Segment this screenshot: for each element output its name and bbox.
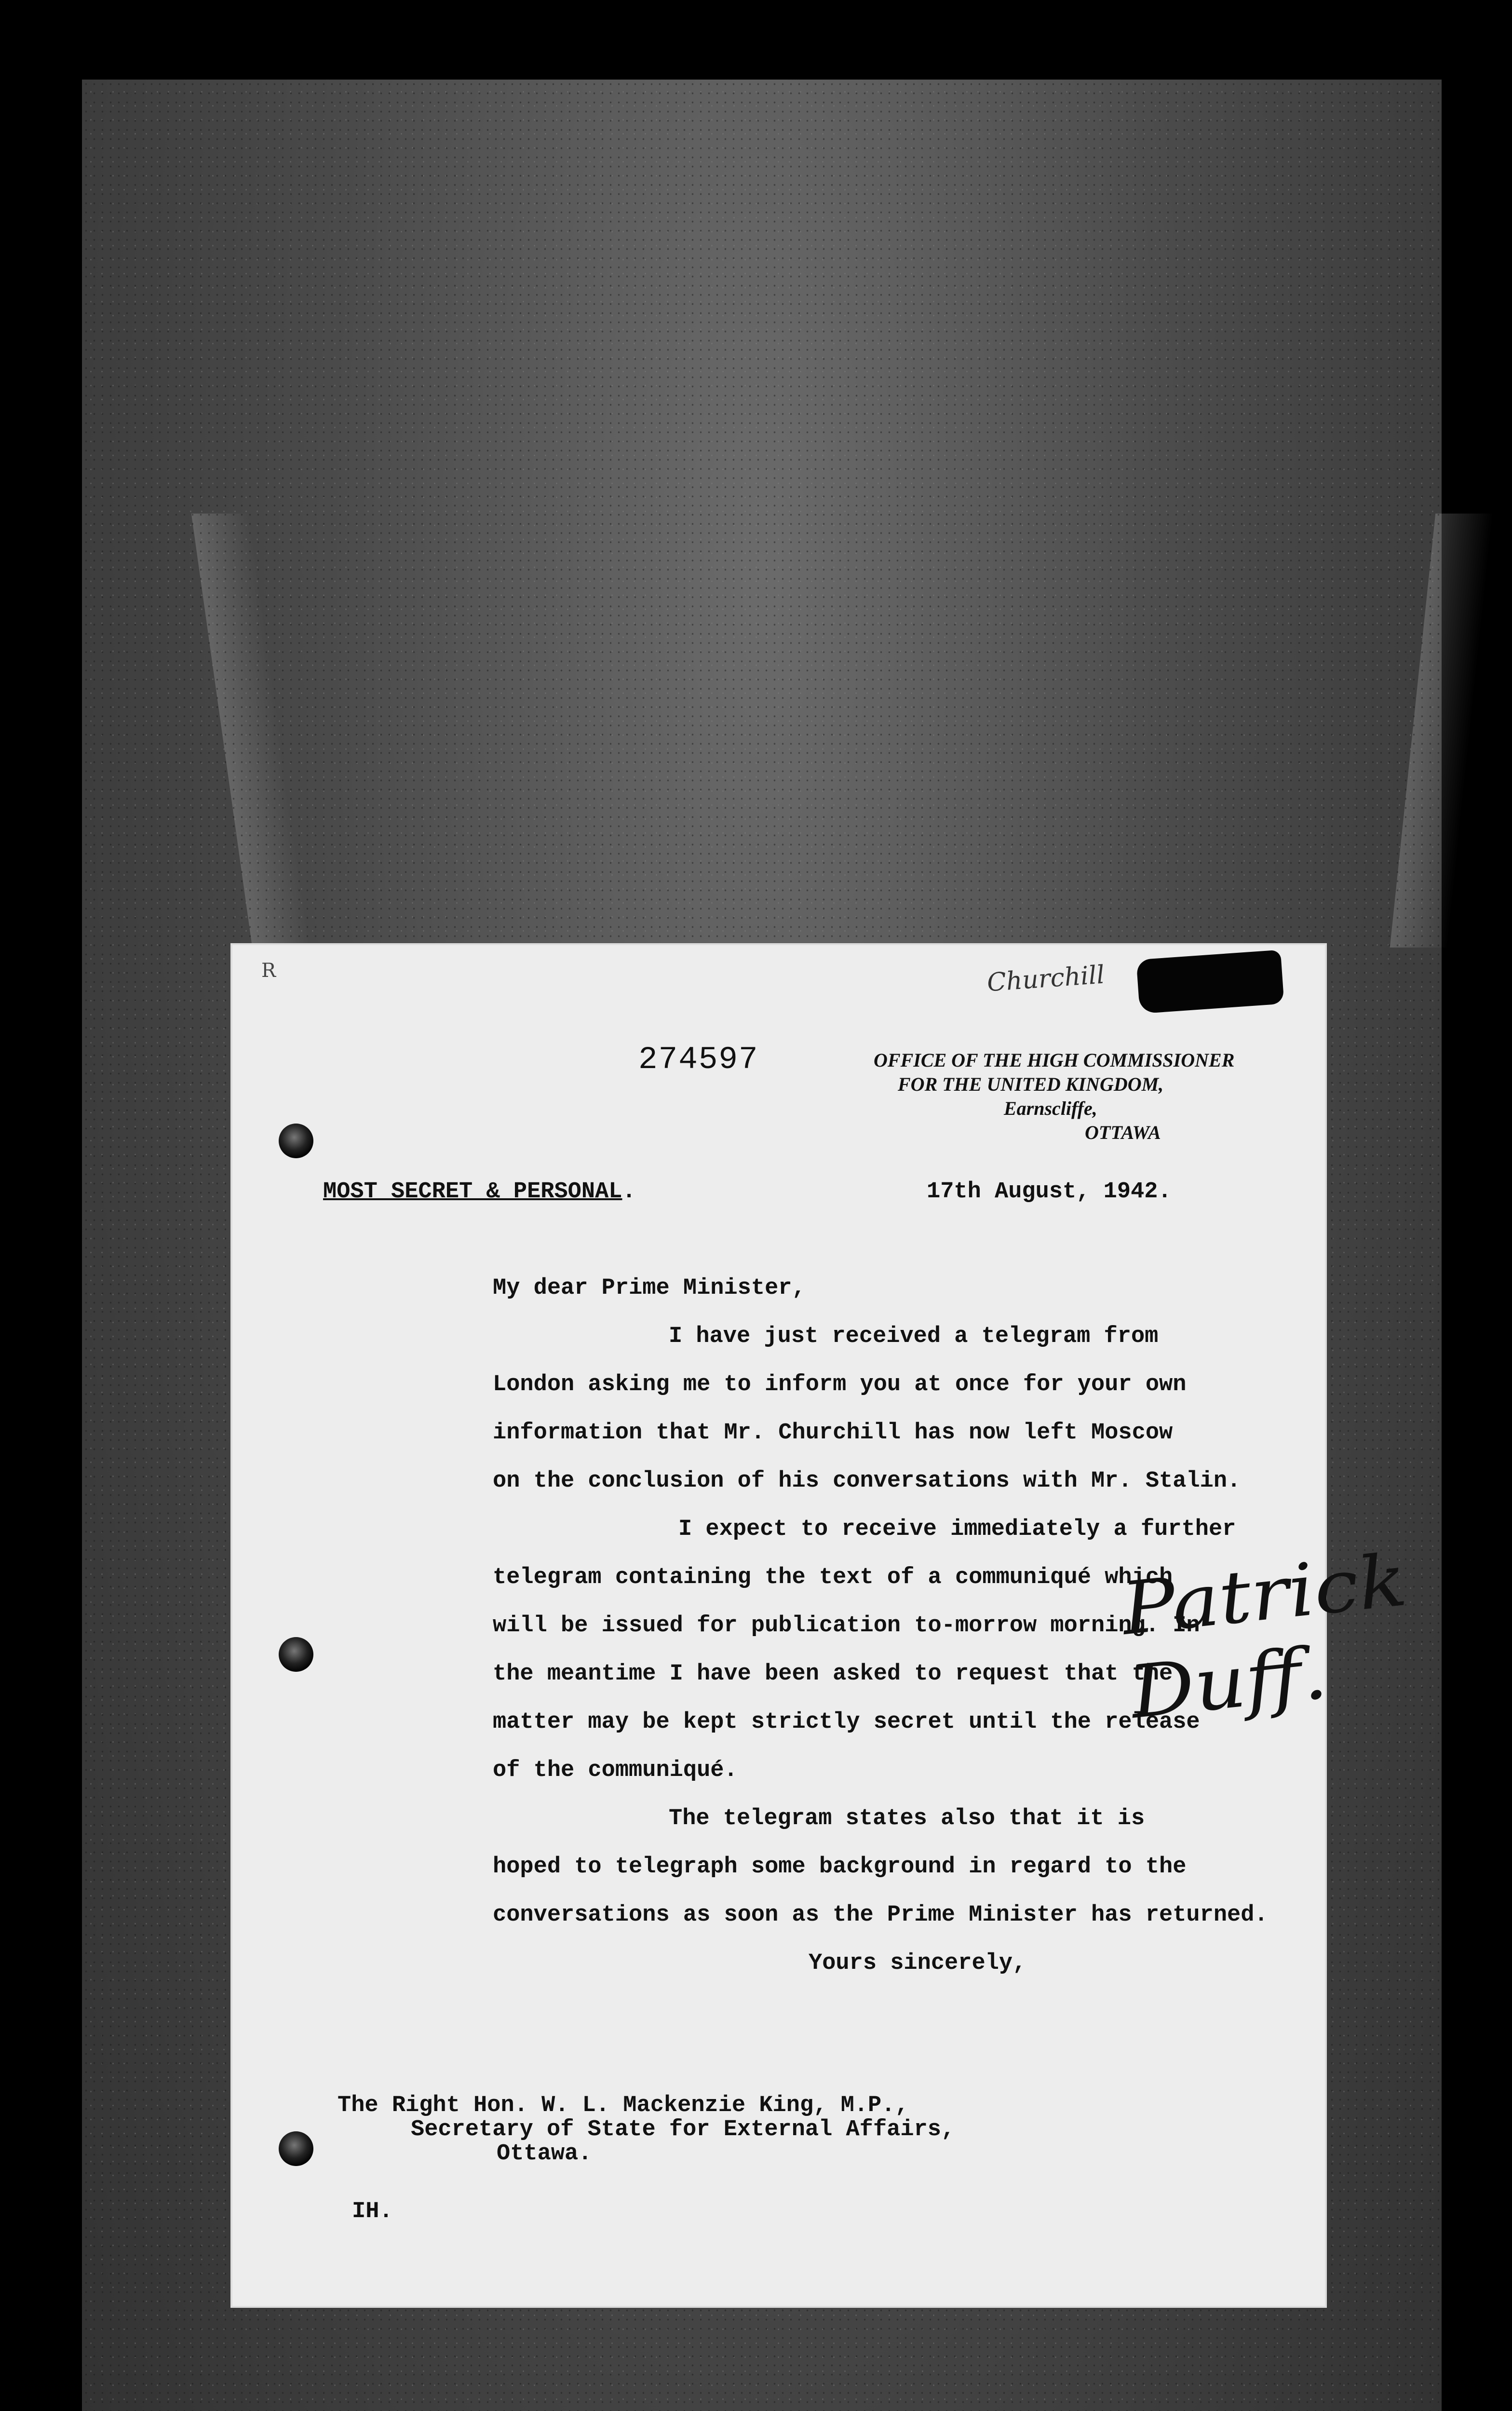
addressee-line-1: The Right Hon. W. L. Mackenzie King, M.P., xyxy=(338,2093,909,2118)
addressee-line-3: Ottawa. xyxy=(497,2141,592,2167)
film-edge-right xyxy=(1390,514,1494,948)
office-line-3: Earnscliffe, xyxy=(1004,1097,1097,1119)
punch-hole-bottom xyxy=(279,2131,313,2166)
film-edge-left xyxy=(191,514,310,948)
body-line-8: the meantime I have been asked to request that the xyxy=(493,1661,1173,1687)
punch-hole-middle xyxy=(279,1637,313,1672)
office-line-2: FOR THE UNITED KINGDOM, xyxy=(898,1073,1164,1095)
closing: Yours sincerely, xyxy=(809,1950,1026,1976)
body-line-11: The telegram states also that it is xyxy=(669,1806,1145,1831)
handwritten-note: Churchill xyxy=(986,960,1106,998)
body-line-3: information that Mr. Churchill has now left Moscow xyxy=(493,1420,1173,1446)
redaction-block xyxy=(1136,950,1284,1014)
office-line-4: OTTAWA xyxy=(1085,1122,1161,1143)
typist-initials: IH. xyxy=(352,2199,393,2224)
body-line-6: telegram containing the text of a communiqué which xyxy=(493,1565,1173,1590)
salutation: My dear Prime Minister, xyxy=(493,1275,806,1301)
letter-page: R Churchill 274597 OFFICE OF THE HIGH COMMISSIONER FOR THE UNITED KINGDOM, Earnscliffe, OTTAWA MOST SECRET & PERSONAL. 17th August, 1942. My dear Prime Minister, I have just received a telegram from London asking me to inform you at once for your own information that Mr. Churchill has now left Moscow on the conclusion of his conversations with Mr. Stalin. I expect to receive immediately a further telegram containing the text of a communiqué which will be issued for publication to-morrow morning. In the meantime I have been asked to request that the matter may be kept strictly secret until the release of the communiqué. The telegram states also that it is hoped to telegraph some background in regard to the conversations as soon as the Prime Minister has returned. Yours sincerely, Patrick Duff. The Right Hon. W. L. Mackenzie King, M.P., Secretary of State for External Affairs, Ottawa. IH. xyxy=(232,945,1325,2306)
body-line-13: conversations as soon as the Prime Minister has returned. xyxy=(493,1902,1268,1928)
signature: Patrick Duff. xyxy=(1118,1538,1411,1735)
margin-mark: R xyxy=(261,960,276,982)
body-line-10: of the communiqué. xyxy=(493,1758,738,1783)
body-line-7: will be issued for publication to-morrow morning. In xyxy=(493,1613,1200,1639)
body-line-2: London asking me to inform you at once for your own xyxy=(493,1372,1187,1397)
reference-number: 274597 xyxy=(638,1042,759,1078)
office-line-1: OFFICE OF THE HIGH COMMISSIONER xyxy=(874,1049,1235,1071)
body-line-12: hoped to telegraph some background in regard to the xyxy=(493,1854,1187,1880)
punch-hole-top xyxy=(279,1124,313,1158)
body-line-9: matter may be kept strictly secret until the release xyxy=(493,1709,1200,1735)
body-line-5: I expect to receive immediately a further xyxy=(678,1517,1236,1542)
classification: MOST SECRET & PERSONAL xyxy=(323,1179,622,1205)
letter-date: 17th August, 1942. xyxy=(927,1179,1172,1205)
body-line-1: I have just received a telegram from xyxy=(669,1324,1159,1349)
body-line-4: on the conclusion of his conversations with Mr. Stalin. xyxy=(493,1468,1241,1494)
addressee-line-2: Secretary of State for External Affairs, xyxy=(411,2117,955,2142)
